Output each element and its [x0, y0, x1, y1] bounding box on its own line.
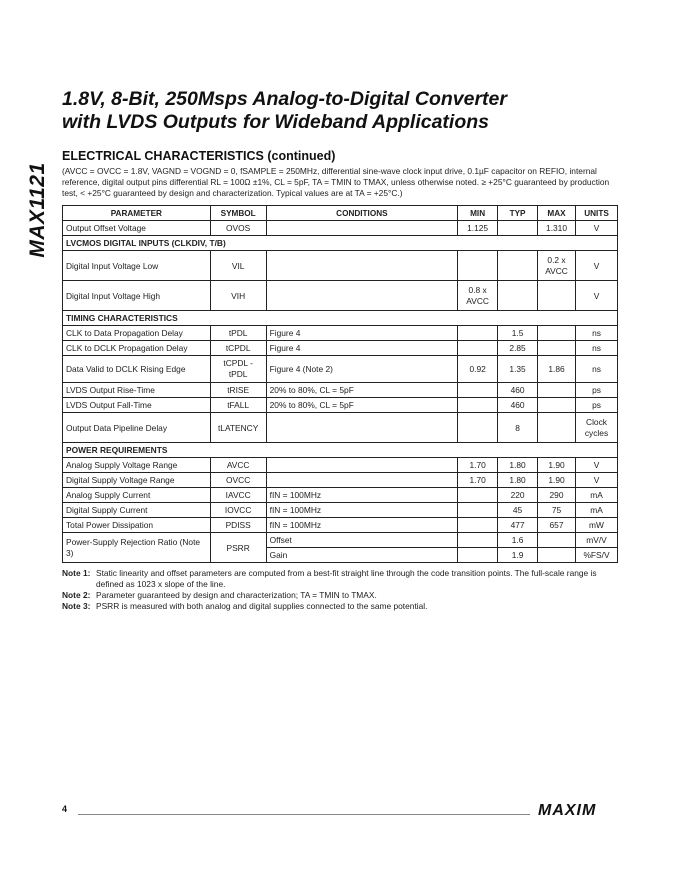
header-units: UNITS	[576, 206, 618, 221]
section-row-lvcmos: LVCMOS DIGITAL INPUTS (CLKDIV, T/B)	[63, 236, 618, 251]
table-row: LVDS Output Fall-Time tFALL 20% to 80%, CL = 5pF 460 ps	[63, 398, 618, 413]
table-row: Digital Supply Voltage Range OVCC 1.70 1.80 1.90 V	[63, 473, 618, 488]
electrical-characteristics-table	[62, 205, 618, 563]
table-row: Digital Supply Current IOVCC fIN = 100MHz 45 75 mA	[63, 503, 618, 518]
header-parameter: PARAMETER	[63, 206, 211, 221]
page-number: 4	[62, 804, 68, 814]
table-row: CLK to DCLK Propagation Delay tCPDL Figure 4 2.85 ns	[63, 341, 618, 356]
note-2: Note 2: Parameter guaranteed by design and characterization; TA = TMIN to TMAX.	[62, 590, 377, 600]
title-line-2: with LVDS Outputs for Wideband Applications	[62, 111, 490, 133]
header-typ: TYP	[498, 206, 538, 221]
table-row: Output Offset Voltage OVOS 1.125 1.310 V	[63, 221, 618, 236]
footer-divider	[78, 814, 530, 815]
table-row: Output Data Pipeline Delay tLATENCY 8 Clock cycles	[63, 413, 618, 443]
table-row: Analog Supply Current IAVCC fIN = 100MHz 220 290 mA	[63, 488, 618, 503]
notes	[62, 568, 622, 612]
table-row: CLK to Data Propagation Delay tPDL Figure 4 1.5 ns	[63, 326, 618, 341]
table-row: Data Valid to DCLK Rising Edge tCPDL - tPDL Figure 4 (Note 2) 0.92 1.35 1.86 ns	[63, 356, 618, 383]
header-max: MAX	[538, 206, 576, 221]
table-row: Power-Supply Rejection Ratio (Note 3) PSRR Offset 1.6 mV/V	[63, 533, 618, 548]
title-line-1: 1.8V, 8-Bit, 250Msps Analog-to-Digital Converter	[62, 88, 507, 110]
table-row: Total Power Dissipation PDISS fIN = 100MHz 477 657 mW	[63, 518, 618, 533]
document-title	[62, 88, 642, 134]
table-row: Digital Input Voltage Low VIL 0.2 x AVCC V	[63, 251, 618, 281]
section-row-power: POWER REQUIREMENTS	[63, 443, 618, 458]
table-row: LVDS Output Rise-Time tRISE 20% to 80%, CL = 5pF 460 ps	[63, 383, 618, 398]
table-row: Analog Supply Voltage Range AVCC 1.70 1.80 1.90 V	[63, 458, 618, 473]
table-row: Digital Input Voltage High VIH 0.8 x AVCC V	[63, 281, 618, 311]
test-conditions: (AVCC = OVCC = 1.8V, VAGND = VOGND = 0, fSAMPLE = 250MHz, differential sine-wave clock input drive, 0.1µF capacitor on REFIO, internal reference, digital output pins differential RL = 100Ω ±1%, CL = 5pF, TA = TMIN to TMAX, unless otherwise noted. ≥ +25°C guaranteed by production test, < +25°C guaranteed by design and characterization. Typical values are at TA = +25°C.)	[62, 166, 610, 198]
section-title: ELECTRICAL CHARACTERISTICS (continued)	[62, 149, 336, 163]
part-number-vertical: MAX1121	[26, 162, 49, 258]
note-1: Note 1: Static linearity and offset parameters are computed from a best-fit straight line through the code transition points. The full-scale range is defined as 1023 x slope of the line.	[62, 568, 597, 589]
maxim-logo: MAXIM	[538, 802, 597, 819]
table-header-row	[63, 206, 618, 221]
note-3: Note 3: PSRR is measured with both analog and digital supplies connected to the same potential.	[62, 601, 428, 611]
header-conditions: CONDITIONS	[266, 206, 458, 221]
header-min: MIN	[458, 206, 498, 221]
table-row: Gain 1.9 %FS/V	[63, 548, 618, 563]
section-row-timing: TIMING CHARACTERISTICS	[63, 311, 618, 326]
header-symbol: SYMBOL	[210, 206, 266, 221]
